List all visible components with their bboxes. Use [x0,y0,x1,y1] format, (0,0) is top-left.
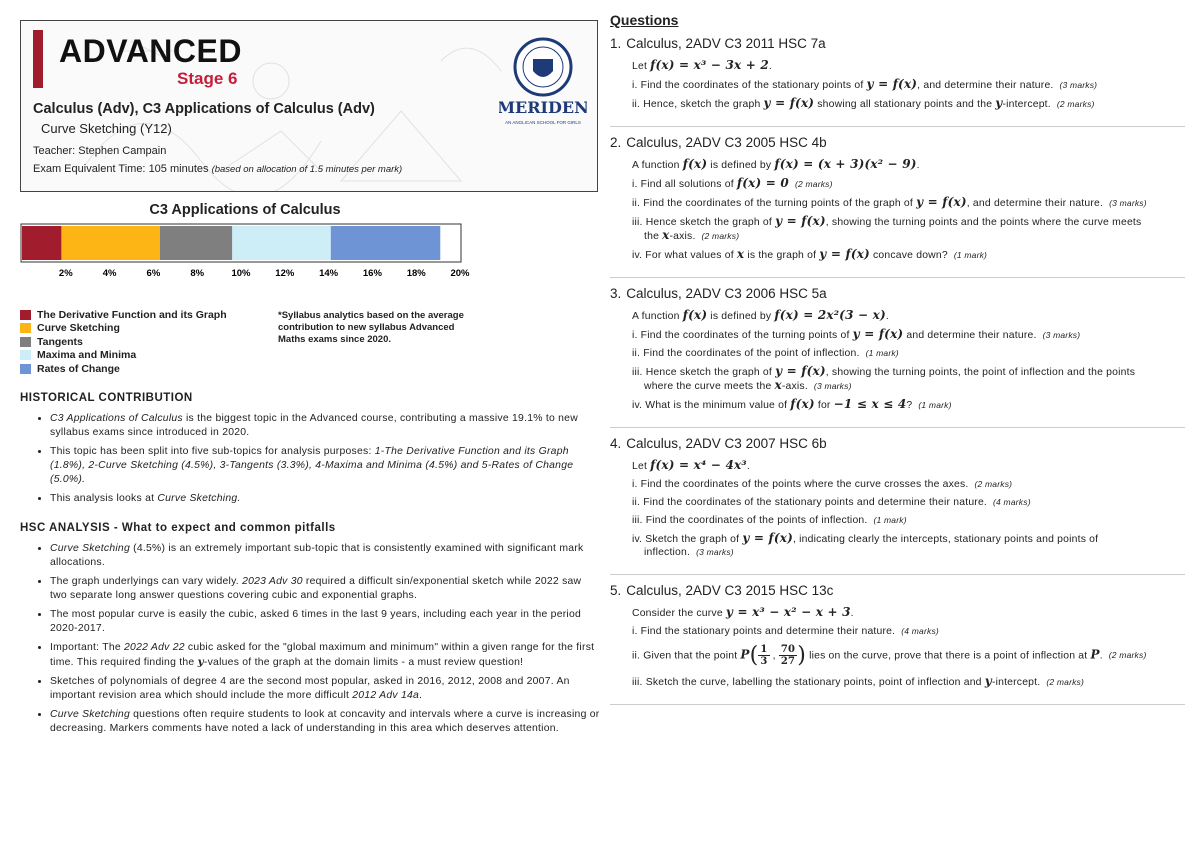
contribution-chart-svg [20,218,480,280]
text: ii. Find the coordinates of the point of inflection. [632,348,860,359]
marks: (3 marks) [813,381,852,391]
list-item [50,675,600,703]
inline-emphasis: Curve Sketching. [157,493,241,504]
marks: (1 mark) [953,250,988,260]
text: . [885,311,889,322]
list-item [50,542,600,570]
question-stem [632,606,1185,620]
question-part [632,97,1185,111]
text: and determine their nature. [903,330,1037,341]
text: where the curve meets the [644,381,775,392]
inline-text: The graph underlyings can vary widely. [50,576,243,587]
question-2 [610,135,1185,278]
math: −1 ≤ x ≤ 4 [833,397,907,411]
logo-text: MERIDEN [499,98,587,117]
math: y = x³ − x² − x + 3 [725,605,851,619]
text: i. Find the coordinates of the turning points of [632,330,853,341]
text: inflection. [644,547,691,558]
marks: (2 marks) [1056,99,1095,109]
inline-emphasis: 2022 Adv 22 [124,642,185,653]
teacher-name: Stephen Campain [78,145,167,157]
inline-text: required a difficult sin/exponential sketch while 2022 saw two separate long answer questions covering cubic and exponential graphs. [50,576,582,601]
x-tick-label: 2% [58,268,73,279]
numerator: 1 [760,644,768,655]
text: A function [632,311,683,322]
inline-text: The most popular curve is easily the cubic, asked 6 times in the last 9 years, including each year in the period 2020-2017. [50,609,582,634]
math: f(x) = 2x²(3 − x) [774,308,886,322]
text: , showing the turning points, the point of inflection and the points [825,367,1136,378]
teacher-label: Teacher: [33,145,76,157]
math: f(x) [790,397,815,411]
bar-segment-1 [22,226,61,260]
inline-text: . [419,690,423,701]
chart-title: C3 Applications of Calculus [149,202,341,218]
bar-segment-2 [61,226,160,260]
fraction [779,644,797,667]
math: y = f(x) [775,364,826,378]
question-1 [610,36,1185,127]
question-part [632,365,1185,393]
x-tick-label: 16% [362,268,382,279]
bar-segment-4 [232,226,331,260]
inline-text: Important: The [50,642,125,653]
math: y = f(x) [916,195,967,209]
question-number: 1. [610,36,622,51]
question-part [632,532,1185,559]
text: iii. Sketch the curve, labelling the stationary points, point of inflection and [632,677,985,688]
inline-text: questions often require students to look at concavity and intervals where a curve is increasing or decreasing. Markers comments have noted a lack of understanding in this area which deserves attention. [50,709,600,734]
text: i. Find all solutions of [632,179,737,190]
numerator: 70 [780,644,796,655]
question-title [610,135,1185,150]
question-number: 3. [610,286,622,301]
x-tick-label: 20% [450,268,470,279]
legend-label: Maxima and Minima [37,349,137,362]
right-paren: ) [797,643,806,668]
hsc-list [20,542,600,736]
inline-emphasis: 1-The Derivative Function and its Graph (1.8%), 2-Curve Sketching (4.5%), 3-Tangents (3.3%), 4-Maxima and Minima (4.5%) and 5-Rates of Change (5.0%). [50,446,574,485]
text: . [850,608,854,619]
exam-time-label: Exam Equivalent Time: [33,163,146,175]
text: iii. Hence sketch the graph of [632,217,776,228]
marks: (2 marks) [701,231,740,241]
stage-label: Stage 6 [177,69,238,88]
list-item [50,641,600,670]
legend-swatch [20,337,31,347]
inline-text: cubic asked for the "global maximum and minimum" within a given range for the first time. This required finding the [50,642,595,668]
legend-label: The Derivative Function and its Graph [37,308,227,321]
marks: (1 mark) [865,348,899,358]
list-item [50,708,600,736]
text: showing all stationary points and the [814,99,996,110]
marks: (3 marks) [696,547,734,557]
question-part [632,248,1185,262]
page-title: ADVANCED [59,33,242,69]
inline-text: (4.5%) is an extremely important sub-topic that is consistently examined with significant mark allocations. [50,543,584,568]
red-accent-bar [33,30,43,88]
list-item [50,575,600,603]
question-5 [610,583,1185,705]
math: y [995,96,1003,110]
marks: (3 marks) [1059,80,1098,90]
math: x [774,378,782,392]
question-number: 4. [610,436,622,451]
inline-emphasis: 2012 Adv 14a [352,690,420,701]
text: ? [906,400,913,411]
question-part [632,514,1185,527]
questions-column [610,12,1185,713]
text: -intercept. [1002,99,1051,110]
text: Let [632,461,651,472]
question-number: 2. [610,135,622,150]
header-card [20,20,598,192]
marks: (2 marks) [1046,677,1085,687]
list-item [50,445,600,487]
school-logo [499,31,587,131]
hsc-heading: HSC ANALYSIS - What to expect and common pitfalls [20,522,336,534]
text: Let [632,61,651,72]
question-source: Calculus, 2ADV C3 2005 HSC 4b [626,135,827,150]
bar-segment-5 [331,226,441,260]
question-stem [632,59,1185,73]
inline-emphasis: 2023 Adv 30 [242,576,303,587]
left-column [20,20,600,741]
text: iv. For what values of [632,250,737,261]
question-source: Calculus, 2ADV C3 2007 HSC 6b [626,436,827,451]
question-title [610,36,1185,51]
marks: (1 mark) [918,400,952,410]
x-tick-label: 18% [406,268,426,279]
text: . [768,61,773,72]
question-source: Calculus, 2ADV C3 2011 HSC 7a [626,36,826,51]
question-part [632,78,1185,92]
text: A function [632,160,683,171]
bar-segment-3 [160,226,232,260]
marks: (3 marks) [1042,330,1081,340]
legend-swatch [20,323,31,333]
legend-label: Rates of Change [37,362,120,375]
question-part [632,398,1185,412]
marks: (4 marks) [901,626,939,636]
text: concave down? [869,250,948,261]
question-3 [610,286,1185,428]
marks: (2 marks) [794,179,833,189]
text: , showing the turning points and the points where the curve meets [825,217,1142,228]
math: x [662,228,670,242]
question-part: ii. Given that the point P( $\frac{1}{3}$ , $\frac{70}{27}$) lies on the curve, prove that there is a point of inflection at P. (2 marks) [632,643,1147,668]
logo-subtext: AN ANGLICAN SCHOOL FOR GIRLS [505,120,581,125]
legend-item [20,362,600,376]
text: . [916,160,920,171]
legend-swatch [20,350,31,360]
marks: (4 marks) [993,497,1031,507]
course-title: Calculus (Adv), C3 Applications of Calculus (Adv) [33,101,375,117]
question-source: Calculus, 2ADV C3 2006 HSC 5a [626,286,827,301]
historical-list [20,412,600,506]
inline-text: Sketches of polynomials of degree 4 are the second most popular, asked in 2016, 2012, 2008 and 2007. An important revision area which should include the more difficult [50,676,570,701]
text: . [1099,650,1103,662]
text: iii. Hence sketch the graph of [632,367,776,378]
text: is defined by [707,311,775,322]
math-variable: y [197,656,204,668]
marks: (1 mark) [873,515,907,525]
subtopic-title: Curve Sketching (Y12) [41,121,172,136]
question-part [632,478,1185,491]
question-title [610,583,1185,598]
math: y = f(x) [742,531,793,545]
text: ii. Hence, sketch the graph [632,99,764,110]
text: is defined by [707,160,775,171]
text: -axis. [781,381,808,392]
math: f(x) = 0 [736,176,789,190]
fraction [758,644,769,667]
question-part [632,496,1185,509]
x-tick-label: 4% [102,268,117,279]
text: ii. Find the coordinates of the turning points of the graph of [632,198,917,209]
inline-text: This topic has been split into five sub-topics for analysis purposes: [50,446,375,457]
math: y = f(x) [852,327,904,341]
inline-text: -values of the graph at the domain limits - a must review question! [203,657,524,668]
continuation [644,379,1185,393]
exam-time-note: (based on allocation of 1.5 minutes per mark) [211,164,403,175]
text: i. Find the stationary points and determine their nature. [632,626,896,637]
left-paren: ( [749,643,759,668]
question-stem [632,309,1185,323]
math: f(x) [682,157,708,171]
x-tick-label: 14% [319,268,339,279]
teacher-line [33,145,166,157]
legend-label: Curve Sketching [37,322,120,335]
math: f(x) = (x + 3)(x² − 9) [774,157,917,171]
question-part [632,675,1185,689]
question-stem [632,459,1185,473]
question-part [632,328,1185,342]
text: iv. What is the minimum value of [632,400,791,411]
inline-text: This analysis looks at [50,493,158,504]
text: , and determine their nature. [917,80,1054,91]
questions-heading: Questions [610,12,679,28]
marks: (2 marks) [1108,650,1147,661]
text: ii. Given that the point [632,650,741,662]
question-part [632,215,1185,243]
question-title [610,286,1185,301]
question-stem [632,158,1185,172]
question-part [632,196,1185,210]
chart-note: *Syllabus analytics based on the average contribution to new syllabus Advanced Maths exams since 2020. [278,310,464,345]
x-tick-label: 12% [275,268,295,279]
math: y = f(x) [819,247,870,261]
math: x [736,247,745,261]
question-part [632,177,1185,191]
text: -axis. [669,231,696,242]
math: y [984,674,992,688]
question-part [632,347,1185,360]
text: i. Find the coordinates of the stationary points of [632,80,867,91]
text: is the graph of [744,250,820,261]
legend-swatch [20,310,31,320]
list-item [50,412,600,440]
question-source: Calculus, 2ADV C3 2015 HSC 13c [626,583,834,598]
marks: (2 marks) [974,479,1013,489]
text: , indicating clearly the intercepts, stationary points and points of [792,534,1099,545]
text: iv. Sketch the graph of [632,534,743,545]
historical-heading: HISTORICAL CONTRIBUTION [20,392,193,404]
text: for [814,400,834,411]
math: f(x) = x⁴ − 4x³ [650,458,747,472]
legend-swatch [20,364,31,374]
text: i. Find the coordinates of the points where the curve crosses the axes. [632,479,969,490]
chart-legend [20,308,600,378]
x-tick-label: 6% [146,268,161,279]
inline-emphasis: C3 Applications of Calculus [50,413,183,424]
text: . [746,461,750,472]
denominator: 27 [780,656,796,667]
exam-time-value: 105 minutes [148,163,209,175]
question-title [610,436,1185,451]
inline-emphasis: Curve Sketching [50,709,130,720]
math: f(x) [682,308,708,322]
list-item [50,492,600,506]
math: y = f(x) [775,214,826,228]
text: iii. Find the coordinates of the points of inflection. [632,515,868,526]
text: the [644,231,663,242]
inline-text: is the biggest topic in the Advanced course, contributing a massive 19.1% to new syllabus exams since introduced in 2020. [50,413,578,438]
legend-item [20,349,600,363]
legend-label: Tangents [37,335,83,348]
question-number: 5. [610,583,622,598]
continuation [644,546,1185,559]
question-part [632,625,1185,638]
marks: (3 marks) [1109,198,1147,208]
question-4 [610,436,1185,575]
math: f(x) = x³ − 3x + 2 [650,58,769,72]
contribution-chart [20,218,480,308]
math: P [740,647,750,662]
school-crest-icon [499,31,587,131]
list-item [50,608,600,636]
math: y = f(x) [866,77,918,91]
inline-emphasis: Curve Sketching [50,543,130,554]
text: , and determine their nature. [966,198,1104,209]
math: y = f(x) [763,96,815,110]
exam-time-line [33,163,402,175]
x-tick-label: 8% [190,268,205,279]
denominator: 3 [760,656,768,667]
text: lies on the curve, prove that there is a point of inflection at [805,650,1091,662]
text: -intercept. [991,677,1041,688]
math: P [1090,647,1100,662]
continuation [644,229,1185,243]
text: ii. Find the coordinates of the stationary points and determine their nature. [632,497,988,508]
x-tick-label: 10% [231,268,251,279]
text: Consider the curve [632,608,726,619]
